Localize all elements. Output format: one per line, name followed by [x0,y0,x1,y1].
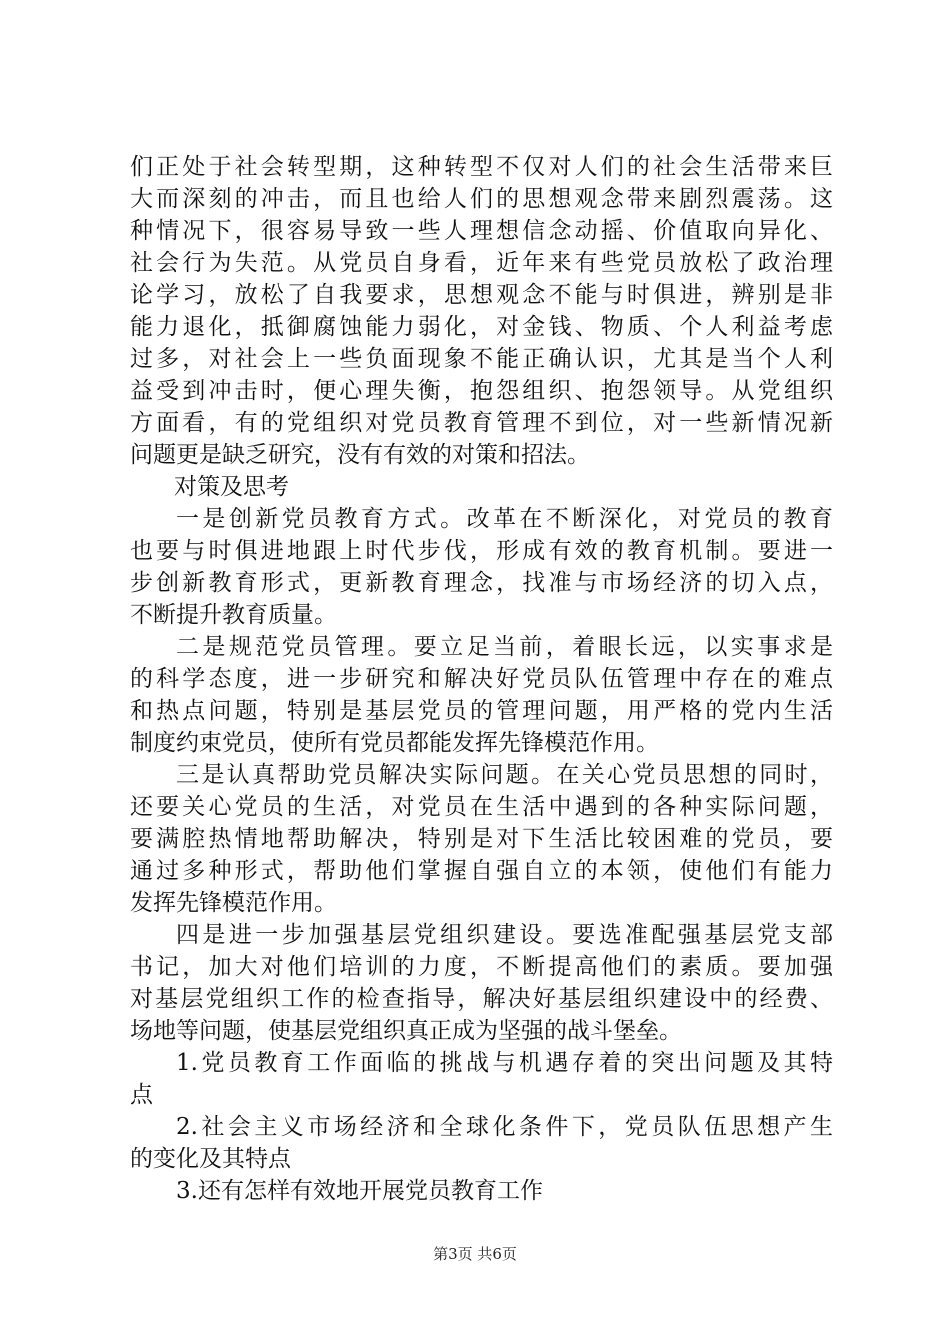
text-line: 对基层党组织工作的检查指导，解决好基层组织建设中的经费、 [130,986,833,1012]
text-line: 场地等问题，使基层党组织真正成为坚强的战斗堡垒。 [130,1018,682,1044]
text-line: 1.党员教育工作面临的挑战与机遇存着的突出问题及其特 [176,1050,833,1076]
text-line: 不断提升教育质量。 [130,602,337,628]
text-line: 也要与时俱进地跟上时代步伐，形成有效的教育机制。要进一 [130,538,833,564]
text-line: 方面看，有的党组织对党员教育管理不到位，对一些新情况新 [130,410,833,436]
text-line: 三是认真帮助党员解决实际问题。在关心党员思想的同时， [176,762,833,788]
text-line: 2.社会主义市场经济和全球化条件下，党员队伍思想产生 [176,1114,833,1140]
paragraph-causes [130,151,833,471]
text-line: 四是进一步加强基层党组织建设。要选准配强基层党支部 [176,922,833,948]
text-line: 点 [130,1082,153,1108]
paragraph-measure-2 [130,631,833,759]
text-line: 们正处于社会转型期，这种转型不仅对人们的社会生活带来巨 [130,154,833,180]
text-line: 发挥先锋模范作用。 [130,890,337,916]
text-line: 过多，对社会上一些负面现象不能正确认识，尤其是当个人利 [130,346,833,372]
text-line: 的变化及其特点 [130,1146,291,1172]
text-line: 要满腔热情地帮助解决，特别是对下生活比较困难的党员，要 [130,826,833,852]
section-heading [130,471,833,503]
paragraph-measure-1 [130,503,833,631]
list-item-2 [130,1111,833,1175]
paragraph-measure-3 [130,759,833,919]
text-line: 3.还有怎样有效地开展党员教育工作 [176,1178,543,1204]
text-line: 书记，加大对他们培训的力度，不断提高他们的素质。要加强 [130,954,833,980]
text-line: 一是创新党员教育方式。改革在不断深化，对党员的教育 [176,506,833,532]
list-item-1 [130,1047,833,1111]
text-line: 论学习，放松了自我要求，思想观念不能与时俱进，辨别是非 [130,282,833,308]
text-line: 通过多种形式，帮助他们掌握自强自立的本领，使他们有能力 [130,858,833,884]
text-line: 和热点问题，特别是基层党员的管理问题，用严格的党内生活 [130,698,833,724]
text-line: 种情况下，很容易导致一些人理想信念动摇、价值取向异化、 [130,218,833,244]
page-number-label: 第3页 共6页 [433,1245,517,1263]
page-footer [0,1243,950,1264]
text-line: 社会行为失范。从党员自身看，近年来有些党员放松了政治理 [130,250,833,276]
text-line: 的科学态度，进一步研究和解决好党员队伍管理中存在的难点 [130,666,833,692]
text-line: 还要关心党员的生活，对党员在生活中遇到的各种实际问题， [130,794,833,820]
text-line: 步创新教育形式，更新教育理念，找准与市场经济的切入点， [130,570,833,596]
list-item-3 [130,1175,833,1207]
text-line: 问题更是缺乏研究，没有有效的对策和招法。 [130,442,590,468]
text-line: 对策及思考 [174,474,289,500]
paragraph-measure-4 [130,919,833,1047]
document-body [130,151,833,1207]
text-line: 大而深刻的冲击，而且也给人们的思想观念带来剧烈震荡。这 [130,186,833,212]
text-line: 制度约束党员，使所有党员都能发挥先锋模范作用。 [130,730,659,756]
text-line: 二是规范党员管理。要立足当前，着眼长远，以实事求是 [176,634,833,660]
text-line: 益受到冲击时，便心理失衡，抱怨组织、抱怨领导。从党组织 [130,378,833,404]
text-line: 能力退化，抵御腐蚀能力弱化，对金钱、物质、个人利益考虑 [130,314,833,340]
